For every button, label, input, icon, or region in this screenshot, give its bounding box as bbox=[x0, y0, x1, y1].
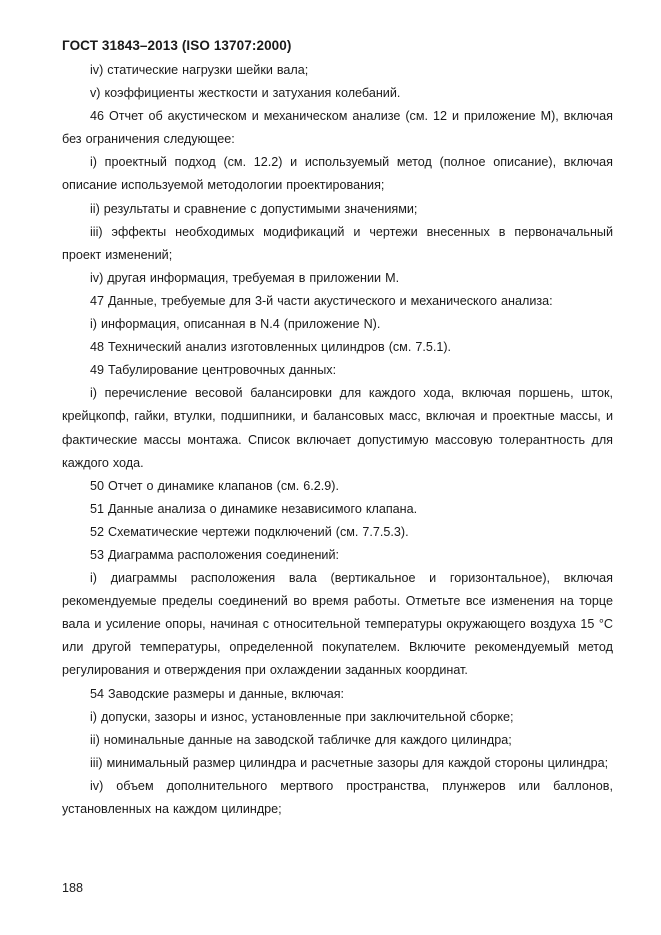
paragraph-46: 46 Отчет об акустическом и механическом анализе (см. 12 и приложение М), включая без ограничения следующее: bbox=[62, 109, 613, 147]
list-item-iv-other-info: iv) другая информация, требуемая в приложении М. bbox=[90, 270, 400, 285]
page-number: 188 bbox=[62, 881, 84, 895]
paragraph-52: 52 Схематические чертежи подключений (см. 7.7.5.3). bbox=[90, 524, 409, 539]
document-header: ГОСТ 31843–2013 (ISO 13707:2000) bbox=[62, 38, 292, 53]
list-item-i-design-approach: i) проектный подход (см. 12.2) и используемый метод (полное описание), включая описание используемой методологии проектирования; bbox=[62, 155, 613, 193]
list-item-iii-modifications: iii) эффекты необходимых модификаций и чертежи внесенных в первоначальный проект изменений; bbox=[62, 224, 613, 262]
list-item-i-information-n4: i) информация, описанная в N.4 (приложение N). bbox=[90, 317, 381, 332]
document-body bbox=[62, 59, 613, 821]
list-item-v-stiffness: v) коэффициенты жесткости и затухания колебаний. bbox=[90, 86, 401, 101]
paragraph-49: 49 Табулирование центровочных данных: bbox=[90, 363, 337, 378]
list-item-iii-min-size: iii) минимальный размер цилиндра и расчетные зазоры для каждой стороны цилиндра; bbox=[90, 755, 609, 770]
list-item-i-weight-balance: i) перечисление весовой балансировки для каждого хода, включая поршень, шток, крейцкопф, гайки, втулки, подшипники, и балансовых масс, включая и проектные массы, и фактические массы монтажа. Список включает допустимую массовую толерантность для каждого хода. bbox=[62, 386, 613, 470]
list-item-iv-shaft-loads: iv) статические нагрузки шейки вала; bbox=[90, 63, 309, 77]
paragraph-50: 50 Отчет о динамике клапанов (см. 6.2.9). bbox=[90, 478, 340, 493]
list-item-i-tolerances: i) допуски, зазоры и износ, установленные при заключительной сборке; bbox=[90, 709, 514, 724]
paragraph-51: 51 Данные анализа о динамике независимого клапана. bbox=[90, 501, 418, 516]
paragraph-53: 53 Диаграмма расположения соединений: bbox=[90, 547, 339, 562]
list-item-ii-results: ii) результаты и сравнение с допустимыми значениями; bbox=[90, 201, 418, 216]
list-item-iv-clearance-volume: iv) объем дополнительного мертвого пространства, плунжеров или баллонов, установленных на каждом цилиндре; bbox=[62, 778, 613, 816]
paragraph-54: 54 Заводские размеры и данные, включая: bbox=[90, 686, 345, 701]
list-item-i-alignment-diagrams: i) диаграммы расположения вала (вертикальное и горизонтальное), включая рекомендуемые пределы соединений во время работы. Отметьте все изменения на торце вала и усиление опоры, начиная с относительной температуры окружающего воздуха 15 °С или другой температуры, определенной покупателем. Включите рекомендуемый метод регулирования и отверждения при охлаждении заданных координат. bbox=[62, 571, 613, 678]
paragraph-48: 48 Технический анализ изготовленных цилиндров (см. 7.5.1). bbox=[90, 340, 452, 355]
list-item-ii-nameplate: ii) номинальные данные на заводской табличке для каждого цилиндра; bbox=[90, 732, 512, 747]
paragraph-47: 47 Данные, требуемые для 3-й части акустического и механического анализа: bbox=[90, 293, 553, 308]
